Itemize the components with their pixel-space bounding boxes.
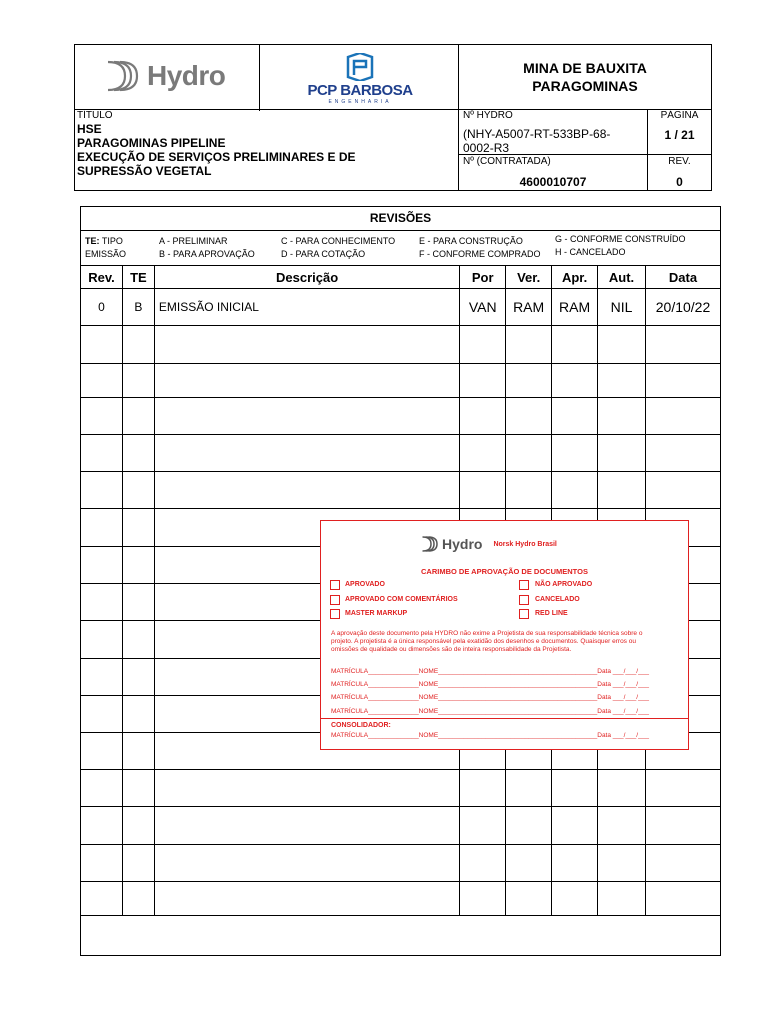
empty-cell [460, 398, 506, 435]
empty-cell [552, 882, 598, 916]
empty-cell [552, 807, 598, 845]
approval-stamp [320, 520, 689, 750]
empty-cell [122, 807, 154, 845]
checkbox-nao-aprovado[interactable] [519, 580, 529, 590]
title-line: PARAGOMINAS PIPELINE [77, 136, 226, 150]
table-row [81, 472, 721, 509]
hydro-number-label: Nº HYDRO [463, 110, 513, 121]
empty-cell [646, 845, 721, 882]
col-te: TE [122, 266, 154, 289]
empty-cell [460, 435, 506, 472]
stamp-disclaimer: projeto. A projetista é a única responsável pela exatidão dos desenhos e documentos. Quaisquer erros ou [331, 638, 636, 645]
checkbox-cancelado[interactable] [519, 595, 529, 605]
hydro-logo [105, 59, 225, 93]
empty-cell [154, 435, 459, 472]
empty-cell [154, 770, 459, 807]
col-apr: Apr. [552, 266, 598, 289]
pagina-label: PÁGINA [660, 110, 699, 121]
table-header-row [81, 266, 721, 289]
empty-cell [506, 882, 552, 916]
mine-title-line2: PARAGOMINAS [532, 78, 638, 94]
table-row [81, 770, 721, 807]
stamp-title: CARIMBO DE APROVAÇÃO DE DOCUMENTOS [421, 567, 588, 576]
cell-ver: RAM [506, 289, 552, 326]
empty-cell [646, 326, 721, 364]
signature-line[interactable]: MATRÍCULA______________NOME____________________________________________Data ___/___/___ [331, 668, 649, 675]
consolidador-signature-line[interactable]: MATRÍCULA______________NOME____________________________________________Data ___/___/___ [331, 732, 649, 739]
checkbox-red-line[interactable] [519, 609, 529, 619]
stamp-company: Norsk Hydro Brasil [493, 540, 557, 548]
empty-cell [598, 882, 646, 916]
empty-cell [552, 845, 598, 882]
empty-cell [552, 398, 598, 435]
empty-cell [122, 398, 154, 435]
te-tipo: TIPO [99, 236, 123, 246]
col-aut: Aut. [598, 266, 646, 289]
empty-cell [460, 807, 506, 845]
empty-cell [506, 435, 552, 472]
document-header [74, 44, 712, 191]
title-line: HSE [77, 122, 102, 136]
stamp-brand-text: Hydro [442, 536, 483, 552]
type-col-ef [419, 235, 541, 261]
empty-cell [598, 845, 646, 882]
col-rev: Rev. [81, 266, 123, 289]
empty-cell [598, 472, 646, 509]
empty-cell [122, 621, 154, 659]
empty-cell [154, 472, 459, 509]
type-col-ab [159, 235, 255, 261]
empty-cell [460, 472, 506, 509]
table-row [81, 845, 721, 882]
pagina-value: 1 / 21 [664, 128, 695, 142]
checkbox-aprovado-comentarios[interactable] [330, 595, 340, 605]
cell-apr: RAM [552, 289, 598, 326]
option-cancelado: CANCELADO [535, 596, 580, 603]
pcp-logo-sub: ENGENHARIA [328, 99, 392, 105]
table-row [81, 882, 721, 916]
option-aprovado-comentarios: APROVADO COM COMENTÁRIOS [345, 596, 458, 603]
empty-cell [81, 696, 123, 733]
table-row [81, 435, 721, 472]
hydro-number-line2: 0002-R3 [463, 141, 510, 155]
col-descricao: Descrição [154, 266, 459, 289]
pcp-logo-text: PCP BARBOSA [307, 82, 413, 99]
col-por: Por [460, 266, 506, 289]
stamp-disclaimer: omissões de qualidade ou dimensões são de inteira responsabilidade da Projetista. [331, 646, 572, 653]
te-emissao: EMISSÃO [85, 249, 127, 259]
checkbox-master-markup[interactable] [330, 609, 340, 619]
cell-descricao: EMISSÃO INICIAL [154, 289, 459, 326]
empty-cell [154, 364, 459, 398]
type-e: E - PARA CONSTRUÇÃO [419, 236, 523, 246]
empty-cell [122, 584, 154, 621]
empty-cell [598, 770, 646, 807]
empty-cell [154, 807, 459, 845]
type-h: H - CANCELADO [555, 247, 626, 257]
empty-cell [81, 770, 123, 807]
stamp-disclaimer: A aprovação deste documento pela HYDRO não exime a Projetista de sua responsabilidade técnica sobre o [331, 630, 643, 637]
empty-cell [552, 364, 598, 398]
empty-cell [598, 398, 646, 435]
type-b: B - PARA APROVAÇÃO [159, 249, 255, 259]
empty-cell [598, 435, 646, 472]
empty-cell [154, 398, 459, 435]
empty-cell [552, 472, 598, 509]
revisions-title: REVISÕES [369, 211, 432, 225]
empty-cell [81, 733, 123, 770]
empty-cell [646, 472, 721, 509]
cell-aut: NIL [598, 289, 646, 326]
empty-cell [81, 659, 123, 696]
stamp-brand [421, 535, 557, 553]
empty-cell [506, 770, 552, 807]
document-title [77, 122, 356, 178]
empty-cell [506, 364, 552, 398]
te-legend-label [85, 235, 126, 261]
empty-cell [598, 364, 646, 398]
empty-cell [81, 398, 123, 435]
empty-cell [460, 364, 506, 398]
empty-cell [460, 770, 506, 807]
empty-cell [460, 845, 506, 882]
signature-line[interactable]: MATRÍCULA______________NOME____________________________________________Data ___/___/___ [331, 681, 649, 688]
type-d: D - PARA COTAÇÃO [281, 249, 366, 259]
pcp-logo-icon [340, 53, 380, 81]
type-a: A - PRELIMINAR [159, 236, 228, 246]
empty-cell [646, 770, 721, 807]
hydro-logo-icon [105, 59, 141, 93]
empty-cell [460, 882, 506, 916]
empty-cell [122, 364, 154, 398]
empty-cell [122, 733, 154, 770]
empty-cell [506, 326, 552, 364]
mine-title [459, 59, 711, 95]
empty-cell [122, 659, 154, 696]
empty-cell [552, 435, 598, 472]
contratada-value: 4600010707 [519, 175, 587, 189]
signature-line[interactable]: MATRÍCULA______________NOME____________________________________________Data ___/___/___ [331, 694, 649, 701]
col-ver: Ver. [506, 266, 552, 289]
empty-cell [122, 547, 154, 584]
empty-cell [81, 509, 123, 547]
empty-cell [552, 770, 598, 807]
empty-cell [646, 364, 721, 398]
type-col-cd [281, 235, 395, 261]
stamp-hydro-icon [421, 535, 439, 553]
empty-cell [646, 398, 721, 435]
te-label: TE: [85, 236, 100, 246]
pcp-barbosa-logo [280, 53, 440, 103]
empty-cell [81, 621, 123, 659]
option-aprovado: APROVADO [345, 581, 385, 588]
empty-cell [122, 472, 154, 509]
option-nao-aprovado: NÃO APROVADO [535, 581, 593, 588]
empty-cell [506, 807, 552, 845]
cell-por: VAN [460, 289, 506, 326]
empty-cell [81, 326, 123, 364]
cell-data: 20/10/22 [646, 289, 721, 326]
empty-cell [81, 845, 123, 882]
empty-cell [646, 435, 721, 472]
table-row [81, 326, 721, 364]
col-data: Data [646, 266, 721, 289]
empty-cell [598, 807, 646, 845]
empty-cell [81, 364, 123, 398]
option-master-markup: MASTER MARKUP [345, 610, 408, 617]
empty-cell [81, 882, 123, 916]
empty-cell [81, 435, 123, 472]
contratada-label: Nº (CONTRATADA) [463, 156, 551, 167]
empty-cell [506, 472, 552, 509]
empty-cell [122, 882, 154, 916]
titulo-label: TÍTULO [77, 110, 113, 121]
empty-cell [506, 398, 552, 435]
mine-title-line1: MINA DE BAUXITA [523, 60, 647, 76]
table-row [81, 398, 721, 435]
empty-cell [646, 882, 721, 916]
empty-cell [154, 326, 459, 364]
type-c: C - PARA CONHECIMENTO [281, 236, 396, 246]
empty-cell [154, 845, 459, 882]
table-row [81, 289, 721, 326]
empty-cell [122, 509, 154, 547]
empty-cell [122, 845, 154, 882]
title-line: EXECUÇÃO DE SERVIÇOS PRELIMINARES E DE [77, 150, 356, 164]
empty-cell [460, 326, 506, 364]
type-g: G - CONFORME CONSTRUÍDO [555, 234, 686, 244]
hydro-logo-text: Hydro [147, 60, 226, 91]
empty-cell [646, 807, 721, 845]
cell-rev: 0 [81, 289, 123, 326]
table-row [81, 807, 721, 845]
rev-label: REV. [668, 156, 691, 167]
empty-cell [81, 547, 123, 584]
title-line: SUPRESSÃO VEGETAL [77, 164, 212, 178]
checkbox-aprovado[interactable] [330, 580, 340, 590]
empty-cell [122, 435, 154, 472]
empty-cell [122, 696, 154, 733]
empty-cell [552, 326, 598, 364]
empty-cell [122, 770, 154, 807]
hydro-number [463, 127, 610, 155]
consolidador-label: CONSOLIDADOR: [331, 722, 391, 729]
empty-cell [154, 882, 459, 916]
table-row [81, 364, 721, 398]
type-col-gh [555, 233, 686, 259]
empty-cell [506, 845, 552, 882]
empty-cell [122, 326, 154, 364]
empty-cell [81, 472, 123, 509]
empty-cell [81, 584, 123, 621]
signature-line[interactable]: MATRÍCULA______________NOME____________________________________________Data ___/___/___ [331, 708, 649, 715]
rev-value: 0 [676, 175, 683, 189]
type-f: F - CONFORME COMPRADO [419, 249, 541, 259]
option-red-line: RED LINE [535, 610, 568, 617]
cell-te: B [122, 289, 154, 326]
hydro-number-line1: (NHY-A5007-RT-533BP-68- [463, 127, 611, 141]
empty-cell [598, 326, 646, 364]
empty-cell [81, 807, 123, 845]
